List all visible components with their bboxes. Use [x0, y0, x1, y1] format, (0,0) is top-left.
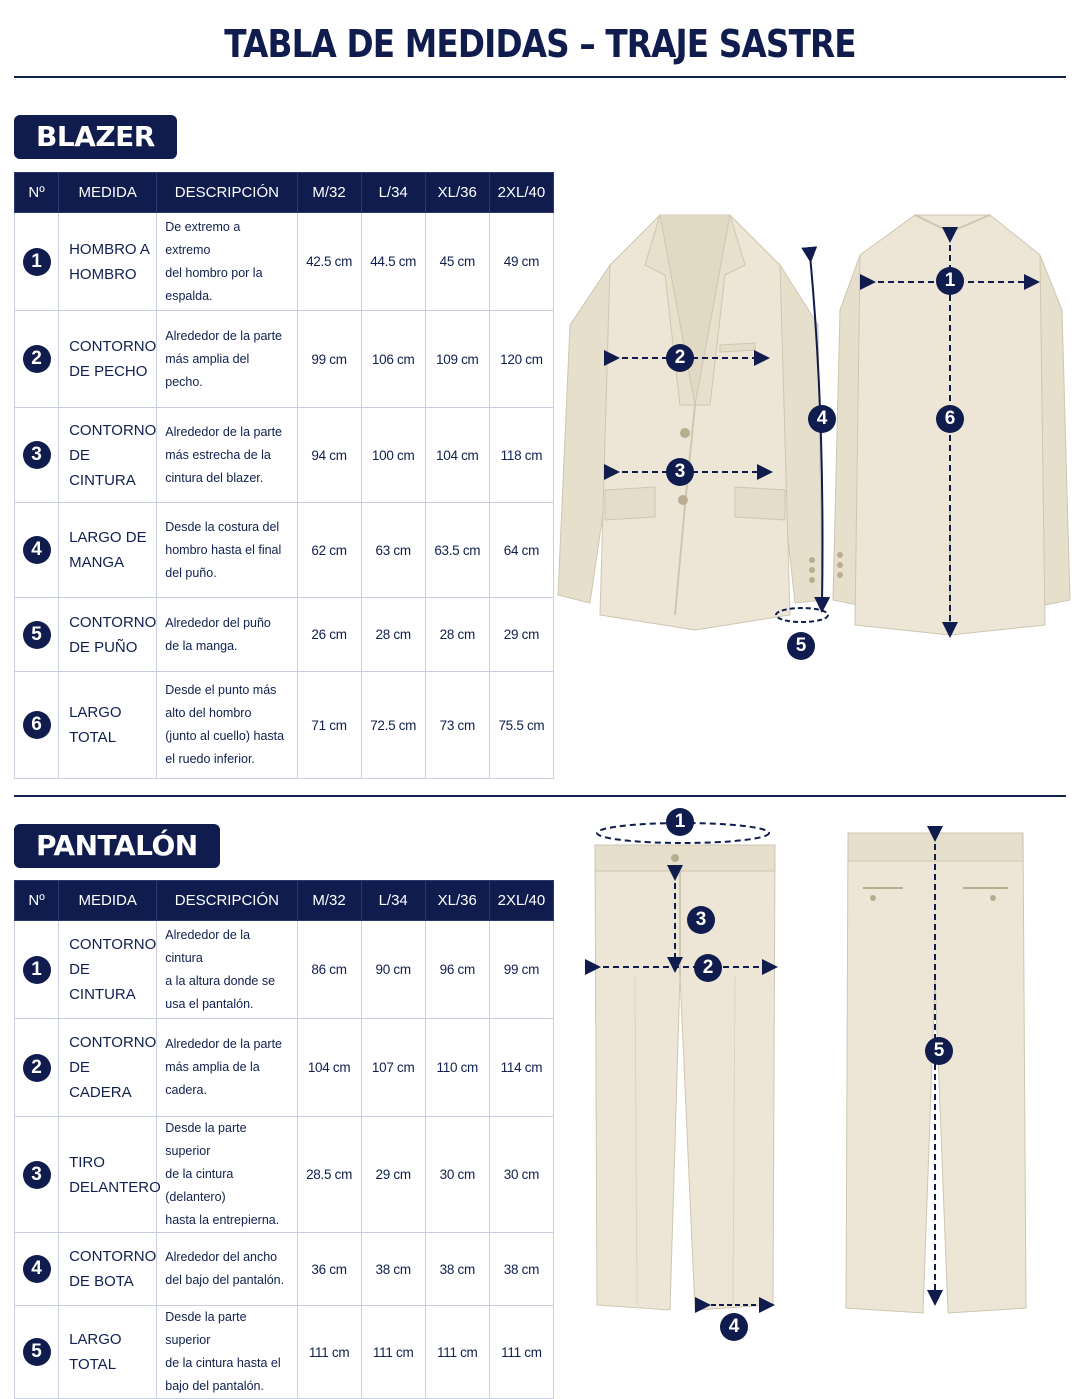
pantalon-number-badge: 2	[23, 1054, 51, 1082]
blazer-marker-waist: 3	[666, 458, 694, 486]
blazer-size-value: 62 cm	[297, 503, 361, 598]
pantalon-measure-description: Alrededor de la parte más amplia de la cadera.	[157, 1019, 297, 1117]
blazer-measure-description: Desde el punto más alto del hombro (junto al cuello) hasta el ruedo inferior.	[157, 672, 297, 779]
blazer-row	[15, 598, 554, 672]
pants-marker-rise: 3	[687, 906, 715, 934]
blazer-row	[15, 213, 554, 311]
blazer-size-value: 64 cm	[489, 503, 553, 598]
pantalon-size-value: 107 cm	[361, 1019, 425, 1117]
blazer-size-value: 109 cm	[425, 311, 489, 408]
blazer-measure-description: Alrededor de la parte más amplia del pecho.	[157, 311, 297, 408]
pantalon-number-badge: 4	[23, 1255, 51, 1283]
pantalon-measure-description: Desde la parte superior de la cintura hasta el bajo del pantalón.	[157, 1306, 297, 1399]
blazer-marker-cuff: 5	[787, 632, 815, 660]
section-label-blazer: BLAZER	[14, 115, 177, 159]
pantalon-row	[15, 1117, 554, 1233]
blazer-measure-name: HOMBRO A HOMBRO	[59, 213, 157, 311]
blazer-size-value: 94 cm	[297, 408, 361, 503]
pantalon-measure-name: CONTORNO DE CINTURA	[59, 921, 157, 1019]
blazer-number-badge: 5	[23, 621, 51, 649]
pantalon-measure-name: CONTORNO DE CADERA	[59, 1019, 157, 1117]
blazer-header-1: MEDIDA	[59, 173, 157, 213]
blazer-size-value: 28 cm	[425, 598, 489, 672]
pantalon-size-table	[14, 880, 554, 1399]
blazer-measure-name: CONTORNO DE PECHO	[59, 311, 157, 408]
pantalon-size-value: 114 cm	[489, 1019, 553, 1117]
pantalon-header-6: 2XL/40	[489, 881, 553, 921]
pantalon-measure-description: Desde la parte superior de la cintura (delantero) hasta la entrepierna.	[157, 1117, 297, 1233]
blazer-header-6: 2XL/40	[489, 173, 553, 213]
blazer-header-5: XL/36	[425, 173, 489, 213]
pantalon-size-value: 28.5 cm	[297, 1117, 361, 1233]
pantalon-row	[15, 921, 554, 1019]
pants-marker-waist: 1	[666, 808, 694, 836]
blazer-size-value: 63 cm	[361, 503, 425, 598]
page-title: TABLA DE MEDIDAS – TRAJE SASTRE	[224, 22, 856, 66]
pantalon-size-value: 90 cm	[361, 921, 425, 1019]
pantalon-measure-description: Alrededor de la cintura a la altura donde se usa el pantalón.	[157, 921, 297, 1019]
pantalon-size-value: 30 cm	[489, 1117, 553, 1233]
pantalon-size-value: 99 cm	[489, 921, 553, 1019]
pantalon-header-2: DESCRIPCIÓN	[157, 881, 297, 921]
pantalon-number-badge: 1	[23, 956, 51, 984]
blazer-number-badge: 6	[23, 711, 51, 739]
pantalon-measure-name: TIRO DELANTERO	[59, 1117, 157, 1233]
pantalon-measure-name: LARGO TOTAL	[59, 1306, 157, 1399]
pantalon-header-3: M/32	[297, 881, 361, 921]
pantalon-row	[15, 1306, 554, 1399]
blazer-size-value: 75.5 cm	[489, 672, 553, 779]
pantalon-size-value: 110 cm	[425, 1019, 489, 1117]
blazer-header-0: Nº	[15, 173, 59, 213]
blazer-measure-name: LARGO DE MANGA	[59, 503, 157, 598]
pantalon-header-5: XL/36	[425, 881, 489, 921]
blazer-size-value: 44.5 cm	[361, 213, 425, 311]
blazer-size-value: 100 cm	[361, 408, 425, 503]
blazer-marker-shoulder: 1	[936, 267, 964, 295]
blazer-size-value: 71 cm	[297, 672, 361, 779]
blazer-measure-description: Alrededor de la parte más estrecha de la cintura del blazer.	[157, 408, 297, 503]
blazer-measure-description: Desde la costura del hombro hasta el final del puño.	[157, 503, 297, 598]
pantalon-row	[15, 1233, 554, 1306]
blazer-row	[15, 503, 554, 598]
pantalon-header-0: Nº	[15, 881, 59, 921]
blazer-number-badge: 4	[23, 536, 51, 564]
blazer-size-table	[14, 172, 554, 779]
blazer-measure-name: CONTORNO DE CINTURA	[59, 408, 157, 503]
pants-back-illustration	[838, 828, 1033, 1318]
blazer-size-value: 72.5 cm	[361, 672, 425, 779]
pantalon-size-value: 86 cm	[297, 921, 361, 1019]
blazer-header-2: DESCRIPCIÓN	[157, 173, 297, 213]
blazer-marker-length: 6	[936, 405, 964, 433]
pantalon-number-badge: 5	[23, 1338, 51, 1366]
blazer-header-3: M/32	[297, 173, 361, 213]
blazer-size-value: 63.5 cm	[425, 503, 489, 598]
blazer-size-value: 118 cm	[489, 408, 553, 503]
section-divider	[14, 795, 1066, 797]
blazer-size-value: 120 cm	[489, 311, 553, 408]
pantalon-size-value: 111 cm	[361, 1306, 425, 1399]
pantalon-size-value: 111 cm	[425, 1306, 489, 1399]
pantalon-measure-description: Alrededor del ancho del bajo del pantalón.	[157, 1233, 297, 1306]
pantalon-size-value: 38 cm	[425, 1233, 489, 1306]
blazer-size-value: 29 cm	[489, 598, 553, 672]
pantalon-header-1: MEDIDA	[59, 881, 157, 921]
pants-marker-length: 5	[925, 1037, 953, 1065]
pantalon-size-value: 111 cm	[297, 1306, 361, 1399]
blazer-marker-sleeve: 4	[808, 405, 836, 433]
pants-marker-hem: 4	[720, 1313, 748, 1341]
pantalon-size-value: 38 cm	[489, 1233, 553, 1306]
blazer-number-badge: 1	[23, 248, 51, 276]
blazer-size-value: 104 cm	[425, 408, 489, 503]
blazer-number-badge: 3	[23, 441, 51, 469]
title-divider	[14, 76, 1066, 78]
pants-marker-hip: 2	[694, 954, 722, 982]
blazer-header-4: L/34	[361, 173, 425, 213]
pantalon-size-value: 96 cm	[425, 921, 489, 1019]
blazer-row	[15, 311, 554, 408]
blazer-row	[15, 672, 554, 779]
pantalon-size-value: 36 cm	[297, 1233, 361, 1306]
pantalon-size-value: 111 cm	[489, 1306, 553, 1399]
blazer-number-badge: 2	[23, 345, 51, 373]
pantalon-size-value: 104 cm	[297, 1019, 361, 1117]
pantalon-measure-name: CONTORNO DE BOTA	[59, 1233, 157, 1306]
blazer-size-value: 26 cm	[297, 598, 361, 672]
blazer-size-value: 49 cm	[489, 213, 553, 311]
blazer-size-value: 28 cm	[361, 598, 425, 672]
pantalon-size-value: 38 cm	[361, 1233, 425, 1306]
pants-front-illustration	[585, 805, 785, 1330]
blazer-size-value: 42.5 cm	[297, 213, 361, 311]
pantalon-row	[15, 1019, 554, 1117]
pantalon-header-4: L/34	[361, 881, 425, 921]
section-label-pantalon: PANTALÓN	[14, 824, 220, 868]
blazer-marker-chest: 2	[666, 344, 694, 372]
pantalon-size-value: 30 cm	[425, 1117, 489, 1233]
blazer-front-illustration	[550, 205, 840, 675]
blazer-row	[15, 408, 554, 503]
blazer-measure-description: Alrededor del puño de la manga.	[157, 598, 297, 672]
pantalon-number-badge: 3	[23, 1161, 51, 1189]
blazer-measure-name: CONTORNO DE PUÑO	[59, 598, 157, 672]
blazer-size-value: 99 cm	[297, 311, 361, 408]
pantalon-size-value: 29 cm	[361, 1117, 425, 1233]
blazer-size-value: 73 cm	[425, 672, 489, 779]
blazer-size-value: 45 cm	[425, 213, 489, 311]
blazer-size-value: 106 cm	[361, 311, 425, 408]
blazer-measure-description: De extremo a extremo del hombro por la espalda.	[157, 213, 297, 311]
blazer-measure-name: LARGO TOTAL	[59, 672, 157, 779]
